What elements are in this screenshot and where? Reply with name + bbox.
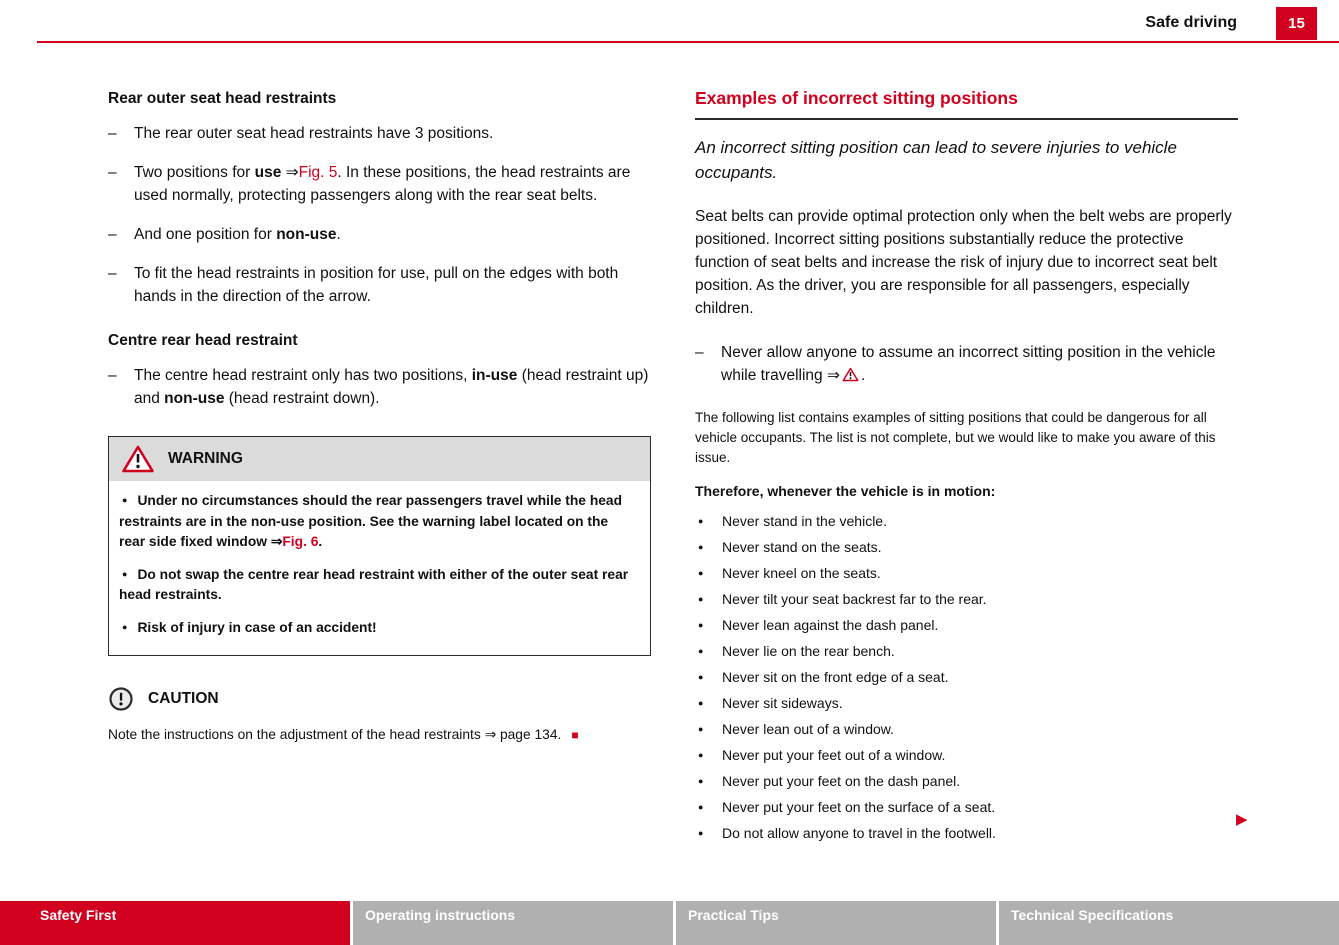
bullet-marker: ● xyxy=(698,750,704,760)
text-segment: . xyxy=(336,226,341,243)
motion-list-item xyxy=(695,537,1238,557)
left-column xyxy=(108,90,651,745)
motion-list-item xyxy=(695,511,1238,531)
bullet-marker: ● xyxy=(698,620,704,630)
caution-icon xyxy=(108,686,134,712)
bullet-marker: ● xyxy=(122,621,128,632)
dash-marker: – xyxy=(695,344,704,361)
bullet-marker: ● xyxy=(122,495,128,505)
text-segment: Never allow anyone to assume an incorrect sitting position in the vehicle while travelling xyxy=(721,344,1216,384)
caution-header xyxy=(108,686,651,712)
motion-item-text: Never sit on the front edge of a seat. xyxy=(722,669,949,685)
warning-triangle-icon xyxy=(842,366,859,389)
motion-list-item xyxy=(695,667,1238,687)
list-item xyxy=(108,364,651,410)
body-paragraph: Seat belts can provide optimal protection only when the belt webs are properly positioned. Incorrect sitting positions substantially reduce the protective function of seat belts and increase the risk of injury due to incorrect seat belt position. As the driver, you are responsible for all passengers, especially children. xyxy=(695,208,1232,317)
bullet-marker: ● xyxy=(698,698,704,708)
text-segment-bold: non-use xyxy=(276,226,337,243)
caution-title: CAUTION xyxy=(148,690,219,707)
motion-list-item xyxy=(695,693,1238,713)
text-segment: (head restraint up) and xyxy=(134,367,649,407)
bullet-marker: ● xyxy=(698,724,704,734)
header-rule xyxy=(37,41,1339,43)
motion-list-item xyxy=(695,641,1238,661)
footer-tab-technical-specifications: Technical Specifications xyxy=(999,901,1339,945)
text-segment: ⇒ xyxy=(281,164,299,181)
section-heading-incorrect-positions: Examples of incorrect sitting positions xyxy=(695,88,1238,120)
motion-list-item xyxy=(695,563,1238,583)
text-segment: . xyxy=(318,534,323,549)
bullet-marker: ● xyxy=(698,802,704,812)
warning-box-body xyxy=(109,481,650,655)
motion-item-text: Never put your feet on the dash panel. xyxy=(722,773,961,789)
text-segment: Under no circumstances should the rear passengers travel while the head restraints are in the non-use position. See the warning label located on the rear side fixed window xyxy=(119,493,623,549)
list-item xyxy=(108,262,651,308)
list-item-text: The rear outer seat head restraints have 3 positions. xyxy=(134,125,494,142)
motion-item-text: Never tilt your seat backrest far to the rear. xyxy=(722,591,987,607)
footer-section-tabs xyxy=(0,901,1339,945)
dash-marker: – xyxy=(108,226,117,243)
bullet-marker: ● xyxy=(122,568,128,579)
list-item xyxy=(108,122,651,145)
text-segment: Note the instructions on the adjustment of the head restraints ⇒ page 134. xyxy=(108,727,562,742)
text-segment: . In these positions, the head restraints are used normally, protecting passengers along with the rear seat belts. xyxy=(134,164,631,204)
text-segment: Do not swap the centre rear head restraint with either of the outer seat rear head restraints. xyxy=(119,566,629,602)
warning-title: WARNING xyxy=(168,450,243,467)
text-segment: ⇒ xyxy=(270,534,283,549)
motion-list-item xyxy=(695,797,1238,817)
figure-6-reference[interactable]: Fig. 6 xyxy=(282,534,319,549)
text-segment-bold: in-use xyxy=(471,367,518,384)
list-item xyxy=(695,341,1238,389)
caution-text xyxy=(108,725,651,745)
motion-list-item xyxy=(695,589,1238,609)
list-item-text xyxy=(134,161,651,207)
motion-list-item xyxy=(695,771,1238,791)
motion-item-text: Never stand on the seats. xyxy=(722,539,882,555)
continuation-arrow-icon: ▶ xyxy=(1236,811,1248,828)
list-item-text: To fit the head restraints in position for use, pull on the edges with both hands in the direction of the arrow. xyxy=(134,265,619,305)
motion-item-text: Never lie on the rear bench. xyxy=(722,643,895,659)
text-segment: And one position for xyxy=(134,226,277,243)
bullet-marker: ● xyxy=(698,516,704,526)
list-item xyxy=(108,161,651,207)
bullet-marker: ● xyxy=(698,594,704,604)
motion-item-text: Never sit sideways. xyxy=(722,695,843,711)
figure-5-reference[interactable]: Fig. 5 xyxy=(298,164,338,181)
section-heading-centre-restraint: Centre rear head restraint xyxy=(108,332,298,349)
text-segment-bold: use xyxy=(254,164,282,181)
bullet-marker: ● xyxy=(698,646,704,656)
text-segment: (head restraint down). xyxy=(224,390,380,407)
motion-item-text: Never put your feet out of a window. xyxy=(722,747,946,763)
dash-marker: – xyxy=(108,125,117,142)
bullet-marker: ● xyxy=(698,776,704,786)
text-segment: The centre head restraint only has two positions, xyxy=(134,367,472,384)
dash-marker: – xyxy=(108,265,117,282)
motion-list-item xyxy=(695,719,1238,739)
motion-item-text: Do not allow anyone to travel in the footwell. xyxy=(722,825,996,841)
footer-tab-practical-tips: Practical Tips xyxy=(676,901,996,945)
motion-list xyxy=(695,511,1238,843)
page-number-badge: 15 xyxy=(1276,7,1317,40)
list-item-text xyxy=(134,223,651,246)
motion-item-text: Never lean against the dash panel. xyxy=(722,617,939,633)
footer-tab-safety-first: Safety First xyxy=(0,901,350,945)
list-item xyxy=(108,223,651,246)
text-segment: Risk of injury in case of an accident! xyxy=(137,619,377,635)
bullet-marker: ● xyxy=(698,542,704,552)
text-segment: . xyxy=(860,367,866,384)
warning-triangle-icon xyxy=(121,444,155,474)
bullet-marker: ● xyxy=(698,672,704,682)
dash-marker: – xyxy=(108,367,117,384)
text-segment: ⇒ xyxy=(826,367,840,384)
section-heading-rear-outer-restraints: Rear outer seat head restraints xyxy=(108,90,337,107)
footer-tab-operating-instructions: Operating instructions xyxy=(353,901,673,945)
text-segment: Two positions for xyxy=(134,164,255,181)
list-item-text xyxy=(134,364,651,410)
motion-item-text: Never lean out of a window. xyxy=(722,721,894,737)
warning-box-header xyxy=(109,437,650,481)
warning-box xyxy=(108,436,651,656)
warning-item xyxy=(119,490,638,553)
running-header-title: Safe driving xyxy=(1145,14,1237,31)
bullet-marker: ● xyxy=(698,828,704,838)
motion-list-item xyxy=(695,823,1238,843)
right-column xyxy=(695,88,1238,849)
warning-item xyxy=(119,617,638,639)
list-item-text xyxy=(721,341,1238,389)
motion-list-item xyxy=(695,745,1238,765)
motion-item-text: Never put your feet on the surface of a seat. xyxy=(722,799,996,815)
motion-item-text: Never kneel on the seats. xyxy=(722,565,881,581)
note-paragraph: The following list contains examples of sitting positions that could be dangerous for all vehicle occupants. The list is not complete, but we would like to make you aware of this issue. xyxy=(695,410,1216,465)
section-end-marker: ■ xyxy=(571,728,579,742)
bullet-marker: ● xyxy=(698,568,704,578)
caution-section xyxy=(108,686,651,745)
text-segment-bold: non-use xyxy=(164,390,225,407)
motion-item-text: Never stand in the vehicle. xyxy=(722,513,887,529)
dash-marker: – xyxy=(108,164,117,181)
warning-item xyxy=(119,564,638,606)
lead-italic-text: An incorrect sitting position can lead to severe injuries to vehicle occupants. xyxy=(695,138,1177,182)
motion-list-item xyxy=(695,615,1238,635)
motion-list-intro: Therefore, whenever the vehicle is in motion: xyxy=(695,483,996,499)
